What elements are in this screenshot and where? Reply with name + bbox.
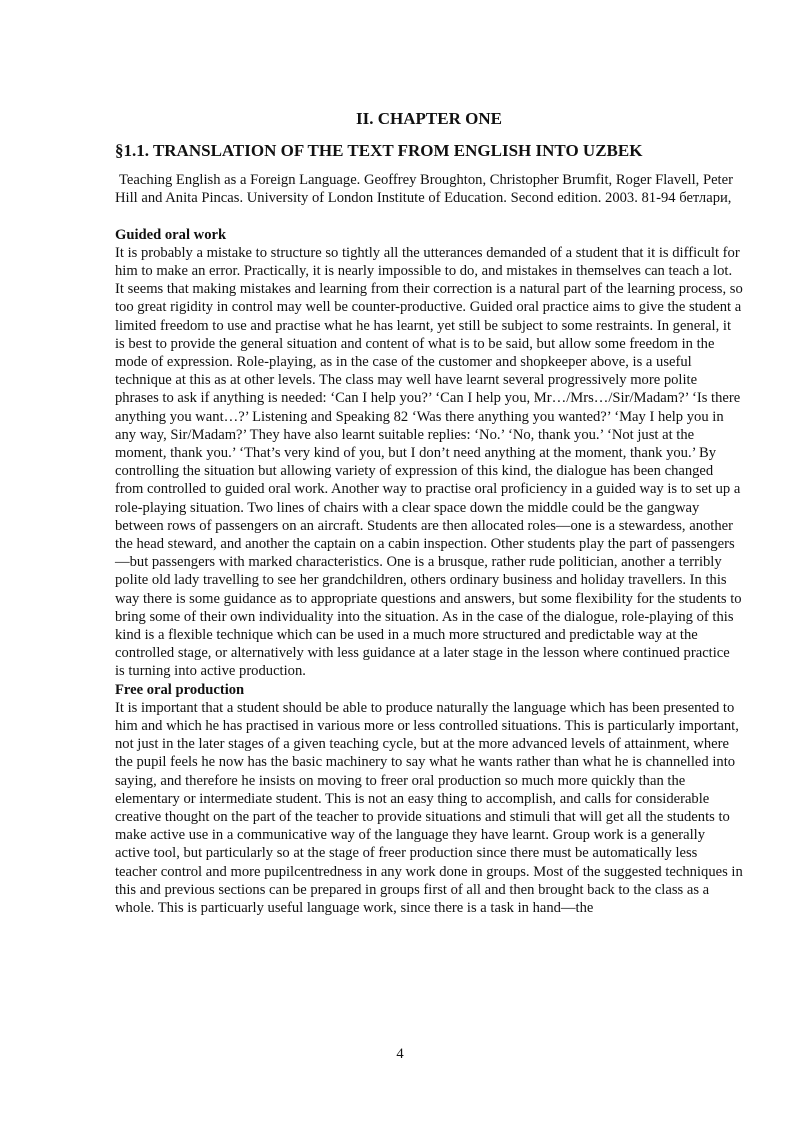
- page-number: 4: [396, 1046, 404, 1062]
- subheading-free-oral-production: Free oral production: [115, 681, 245, 698]
- citation-paragraph: Teaching English as a Foreign Language. Geoffrey Broughton, Christopher Brumfit, Roger Flavell, Peter Hill and Anita Pincas. University of London Institute of Education. Second edition. 2003. 81-94 бетлари,: [115, 172, 733, 207]
- chapter-title: II. CHAPTER ONE: [356, 109, 502, 128]
- section-title: §1.1. TRANSLATION OF THE TEXT FROM ENGLISH INTO UZBEK: [115, 141, 643, 160]
- document-page: [115, 109, 743, 917]
- paragraph-free-oral-production: It is important that a student should be able to produce naturally the language which has been presented to him and which he has practised in various more or less controlled situations. This is particularly important, not just in the later stages of a given teaching cycle, but at the more advanced levels of attainment, where the pupil feels he now has the basic machinery to say what he wants rather than what he is channelled into saying, and therefore he insists on moving to freer oral production so much more quickly than the elementary or intermediate student. This is not an easy thing to accomplish, and calls for considerable creative thought on the part of the teacher to provide situations and stimuli that will get all the students to make active use in a communicative way of the language they have learnt. Group work is a generally active tool, but particularly so at the stage of freer production since there must be automatically less teacher control and more pupilcentredness in any work done in groups. Most of the suggested techniques in this and previous sections can be prepared in groups first of all and then brought back to the class as a whole. This is particuarly useful language work, since there is a task in hand—the: [115, 699, 743, 916]
- section-guided-oral-work: [115, 226, 743, 681]
- paragraph-guided-oral-work: It is probably a mistake to structure so tightly all the utterances demanded of a student that it is difficult for him to make an error. Practically, it is nearly impossible to do, and mistakes in themselves can teach a lot. It seems that making mistakes and learning from their correction is a natural part of the learning process, so too great rigidity in control may well be counter-productive. Guided oral practice aims to give the student a limited freedom to use and practise what he has learnt, yet still be subject to some restraints. In general, it is best to provide the general situation and content of what is to be said, but allow some freedom in the mode of expression. Role-playing, as in the case of the customer and shopkeeper above, is a useful technique at this as at other levels. The class may well have learnt several progressively more polite phrases to ask if anything is needed: ‘Can I help you?’ ‘Can I help you, Mr…/Mrs…/Sir/Madam?’ ‘Is there anything you want…?’ Listening and Speaking 82 ‘Was there anything you wanted?’ ‘May I help you in any way, Sir/Madam?’ They have also learnt suitable replies: ‘No.’ ‘No, thank you.’ ‘Not just at the moment, thank you.’ ‘That’s very kind of you, but I don’t need anything at the moment, thank you.’ By controlling the situation but allowing variety of expression of this kind, the dialogue has been changed from controlled to guided oral work. Another way to practise oral proficiency in a guided way is to set up a role-playing situation. Two lines of chairs with a clear space down the middle could be the gangway between rows of passengers on an aircraft. Students are then allocated roles—one is a stewardess, another the head steward, and another the captain on a cabin inspection. Other students play the part of passengers—but passengers with marked characteristics. One is a brusque, rather rude politician, another a terribly polite old lady travelling to see her grandchildren, others ordinary business and holiday travellers. In this way there is some guidance as to appropriate questions and answers, but some flexibility for the students to bring some of their own individuality into the situation. As in the case of the dialogue, role-playing of this kind is a flexible technique which can be used in a much more structured and predictable way at the controlled stage, or alternatively with less guidance at a later stage in the lesson where continued practice is turning into active production.: [115, 244, 743, 680]
- subheading-guided-oral-work: Guided oral work: [115, 226, 227, 243]
- section-free-oral-production: [115, 681, 743, 917]
